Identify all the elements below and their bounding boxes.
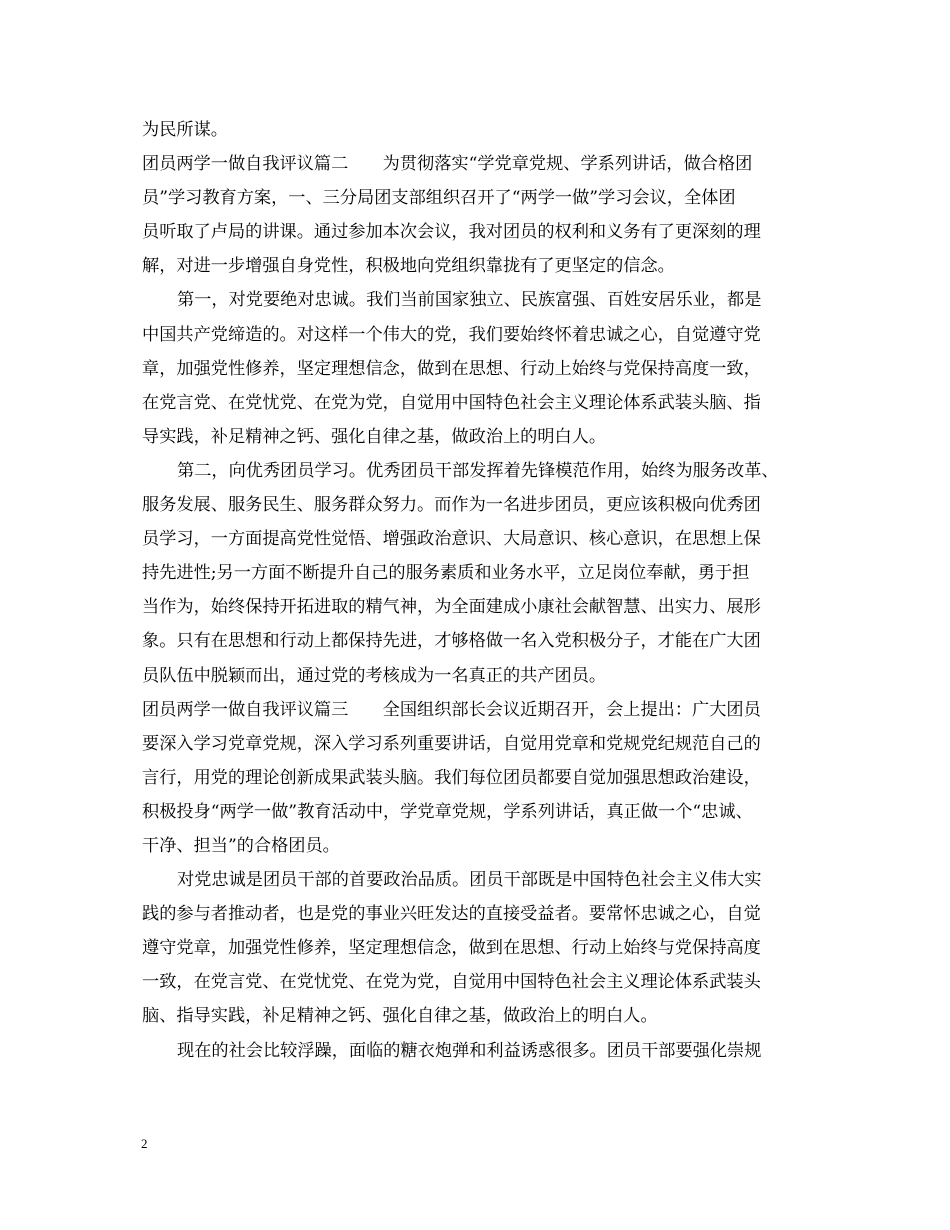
text-line: 要深入学习党章党规，深入学习系列重要讲话，自觉用党章和党规党纪规范自己的 [142, 733, 761, 754]
text-line: 遵守党章，加强党性修养，坚定理想信念，做到在思想、行动上始终与党保持高度 [142, 938, 761, 959]
document-body [142, 113, 822, 1068]
text-line: 一致，在党言党、在党忧党、在党为党，自觉用中国特色社会主义理论体系武装头 [142, 972, 761, 993]
text-line: 中国共产党缔造的。对这样一个伟大的党，我们要始终怀着忠诚之心，自觉遵守党 [142, 324, 761, 345]
text-line: 对党忠诚是团员干部的首要政治品质。团员干部既是中国特色社会主义伟大实 [177, 870, 762, 891]
page-number: 2 [141, 1136, 148, 1151]
text-line: 现在的社会比较浮躁，面临的糖衣炮弹和利益诱惑很多。团员干部要强化崇规 [177, 1040, 762, 1061]
text-line: 员”学习教育方案，一、三分局团支部组织召开了“两学一做”学习会议，全体团 [142, 188, 736, 209]
text-line: 言行，用党的理论创新成果武装头脑。我们每位团员都要自觉加强思想政治建设， [142, 767, 761, 788]
text-line: 在党言党、在党忧党、在党为党，自觉用中国特色社会主义理论体系武装头脑、指 [142, 392, 761, 413]
text-line: 为民所谋。 [142, 120, 228, 140]
text-line: 团员两学一做自我评议篇三 全国组织部长会议近期召开，会上提出：广大团员 [142, 699, 761, 720]
text-line: 团员两学一做自我评议篇二 为贯彻落实“学党章党规、学系列讲话，做合格团 [142, 154, 753, 175]
text-line: 干净、担当”的合格团员。 [142, 835, 340, 856]
text-line: 服务发展、服务民生、服务群众努力。而作为一名进步团员，更应该积极向优秀团 [142, 495, 761, 516]
text-line: 践的参与者推动者，也是党的事业兴旺发达的直接受益者。要常怀忠诚之心，自觉 [142, 904, 761, 925]
text-line: 脑、指导实践，补足精神之钙、强化自律之基，做政治上的明白人。 [142, 1006, 658, 1027]
text-line: 象。只有在思想和行动上都保持先进，才够格做一名入党积极分子，才能在广大团 [142, 631, 761, 652]
text-line: 解，对进一步增强自身党性，积极地向党组织靠拢有了更坚定的信念。 [142, 256, 675, 277]
text-line: 导实践，补足精神之钙、强化自律之基，做政治上的明白人。 [142, 426, 607, 447]
text-line: 积极投身“两学一做”教育活动中，学党章党规，学系列讲话，真正做一个“忠诚、 [142, 801, 753, 822]
text-line: 持先进性;另一方面不断提升自己的服务素质和业务水平，立足岗位奉献，勇于担 [142, 563, 750, 584]
text-line: 员学习，一方面提高党性觉悟、增强政治意识、大局意识、核心意识，在思想上保 [142, 529, 761, 550]
text-line: 当作为，始终保持开拓进取的精气神，为全面建成小康社会献智慧、出实力、展形 [142, 597, 761, 618]
text-line: 员听取了卢局的讲课。通过参加本次会议，我对团员的权利和义务有了更深刻的理 [142, 222, 761, 243]
text-line: 第一，对党要绝对忠诚。我们当前国家独立、民族富强、百姓安居乐业，都是 [177, 290, 762, 311]
text-line: 章，加强党性修养，坚定理想信念，做到在思想、行动上始终与党保持高度一致， [142, 358, 761, 379]
text-line: 员队伍中脱颖而出，通过党的考核成为一名真正的共产团员。 [142, 665, 607, 686]
text-line: 第二，向优秀团员学习。优秀团员干部发挥着先锋模范作用，始终为服务改革、 [177, 460, 779, 481]
